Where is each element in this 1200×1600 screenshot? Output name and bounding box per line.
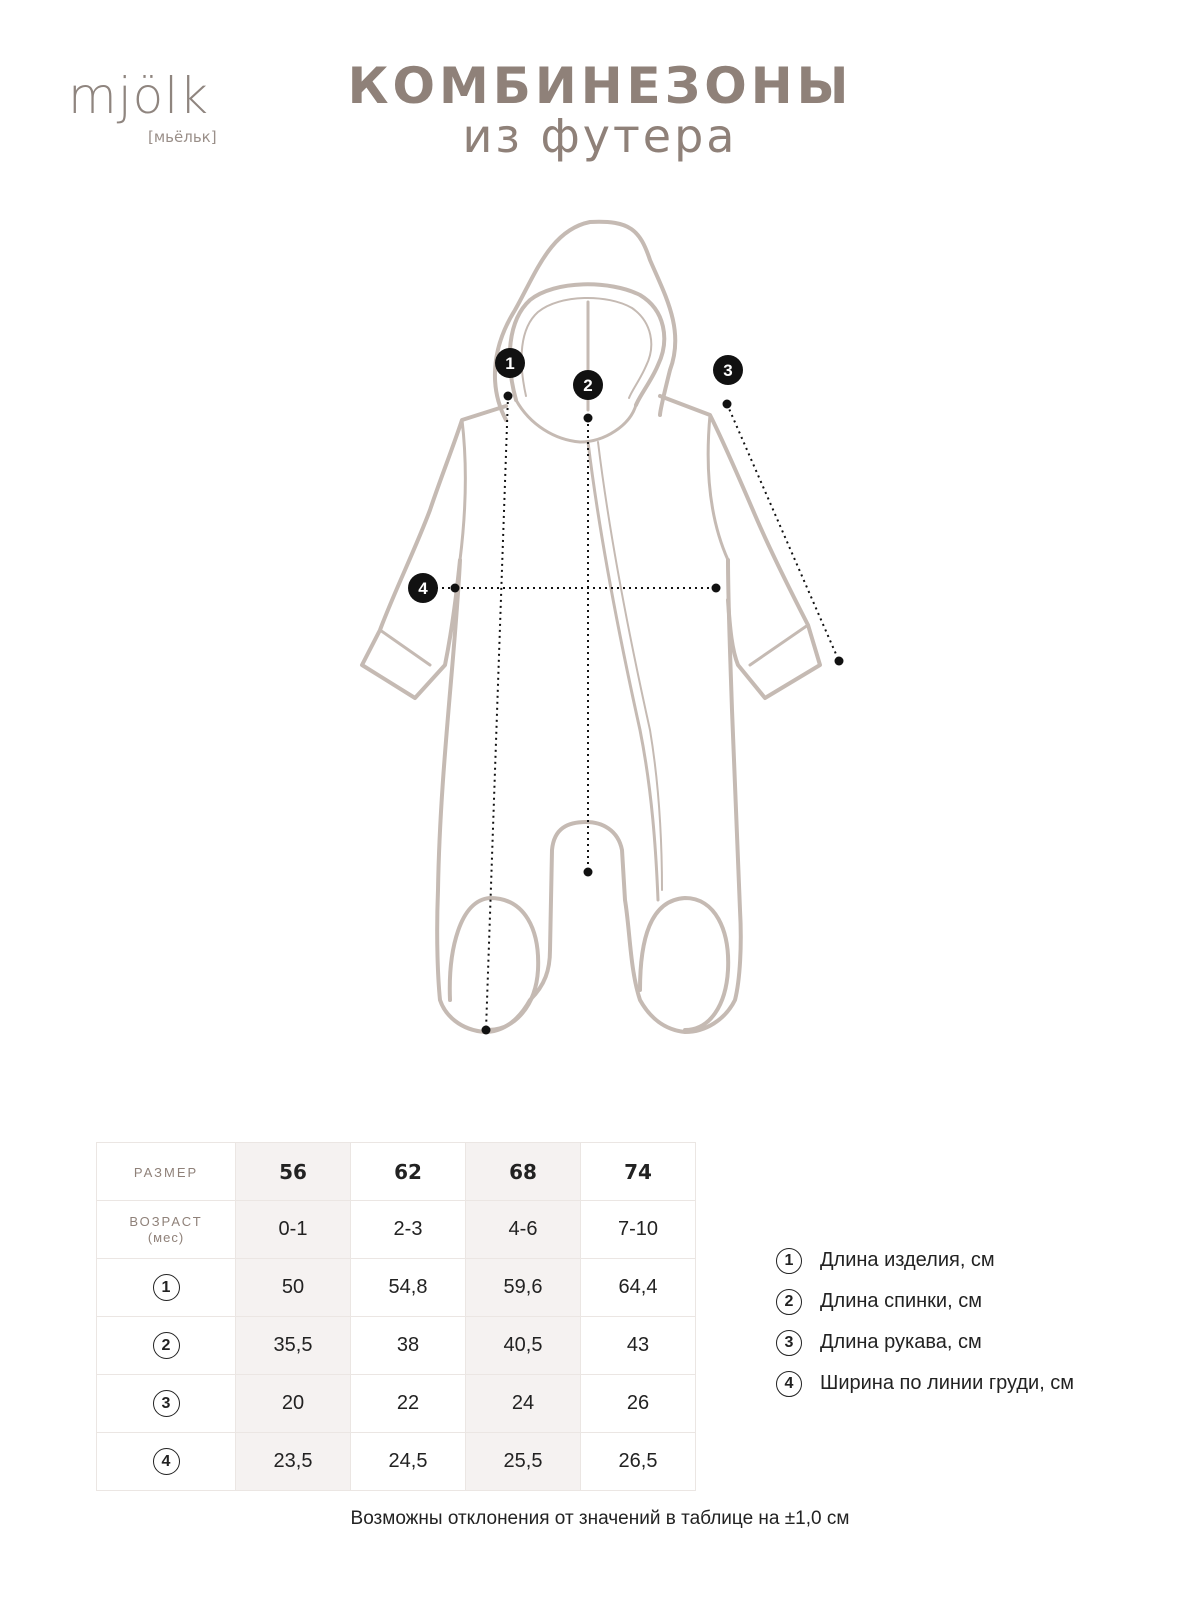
marker-1 (495, 348, 525, 378)
value-cell: 50 (236, 1259, 351, 1317)
marker-icon: 3 (153, 1390, 180, 1417)
size-cell: 74 (581, 1143, 696, 1201)
value-cell: 24,5 (351, 1433, 466, 1491)
table-row (97, 1317, 696, 1375)
value-cell: 38 (351, 1317, 466, 1375)
legend-text: Длина изделия, см (820, 1249, 995, 1271)
left-foot (450, 898, 538, 1030)
legend-text: Ширина по линии груди, см (820, 1372, 1075, 1394)
value-cell: 23,5 (236, 1433, 351, 1491)
page-title: КОМБИНЕЗОНЫ (347, 57, 853, 115)
marker-4-label: 4 (418, 579, 428, 598)
value-cell: 40,5 (466, 1317, 581, 1375)
legend-text: Длина рукава, см (820, 1331, 982, 1353)
marker-icon: 3 (776, 1330, 802, 1356)
table-row (97, 1259, 696, 1317)
marker-2 (573, 370, 603, 400)
brand-logo (68, 66, 228, 156)
size-cell: 68 (466, 1143, 581, 1201)
legend-item (776, 1322, 1074, 1363)
marker-2-label: 2 (583, 376, 593, 395)
marker-3 (713, 355, 743, 385)
logo-subtitle: [мьёльк] (148, 128, 217, 146)
value-cell: 26 (581, 1375, 696, 1433)
table-row (97, 1375, 696, 1433)
marker-1-label: 1 (505, 354, 515, 373)
table-row-size (97, 1143, 696, 1201)
marker-4 (408, 573, 438, 603)
age-cell: 2-3 (351, 1201, 466, 1259)
value-cell: 43 (581, 1317, 696, 1375)
zipper (588, 442, 658, 900)
value-cell: 59,6 (466, 1259, 581, 1317)
age-cell: 7-10 (581, 1201, 696, 1259)
marker-icon: 4 (153, 1448, 180, 1475)
footnote: Возможны отклонения от значений в таблице на ±1,0 см (350, 1508, 850, 1529)
marker-3-label: 3 (723, 361, 733, 380)
age-cell: 4-6 (466, 1201, 581, 1259)
age-header: ВОЗРАСТ (мес) (97, 1201, 236, 1259)
value-cell: 22 (351, 1375, 466, 1433)
value-cell: 64,4 (581, 1259, 696, 1317)
value-cell: 54,8 (351, 1259, 466, 1317)
marker-icon: 1 (153, 1274, 180, 1301)
jumpsuit-diagram (340, 210, 880, 1070)
legend-item (776, 1281, 1074, 1322)
marker-icon: 2 (153, 1332, 180, 1359)
marker-icon: 2 (776, 1289, 802, 1315)
page-subtitle: из футера (462, 109, 738, 163)
legend-item (776, 1363, 1074, 1404)
size-cell: 56 (236, 1143, 351, 1201)
legend-item (776, 1240, 1074, 1281)
value-cell: 20 (236, 1375, 351, 1433)
legend-text: Длина спинки, см (820, 1290, 982, 1312)
table-row-age (97, 1201, 696, 1259)
size-header: РАЗМЕР (97, 1143, 236, 1201)
body-right (660, 396, 820, 698)
value-cell: 26,5 (581, 1433, 696, 1491)
value-cell: 24 (466, 1375, 581, 1433)
value-cell: 35,5 (236, 1317, 351, 1375)
marker-icon: 4 (776, 1371, 802, 1397)
size-cell: 62 (351, 1143, 466, 1201)
right-foot (640, 898, 728, 1030)
body-left (362, 406, 741, 1032)
size-table (96, 1142, 696, 1491)
legend (776, 1240, 1074, 1404)
age-cell: 0-1 (236, 1201, 351, 1259)
logo-name: mjölk (68, 67, 210, 125)
table-row (97, 1433, 696, 1491)
marker-icon: 1 (776, 1248, 802, 1274)
value-cell: 25,5 (466, 1433, 581, 1491)
